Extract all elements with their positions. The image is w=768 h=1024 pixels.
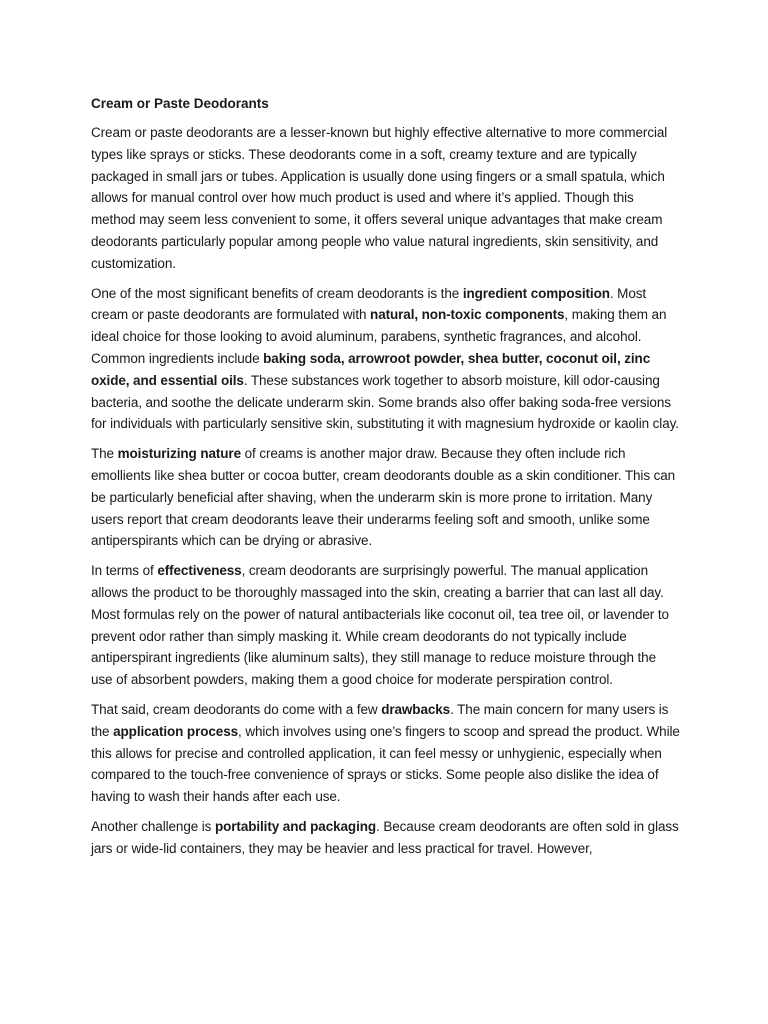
text-run: . These substances work together to absorb moisture, kill odor-causing bacteria, and soothe the delicate underarm skin. Some brands also offer baking soda-free versions for individuals with particularly sensitive skin, substituting it with magnesium hydroxide or kaolin clay. — [91, 372, 679, 432]
text-run: The — [91, 446, 118, 462]
text-run: One of the most significant benefits of cream deodorants is the — [91, 285, 463, 301]
paragraph-intro — [91, 122, 681, 275]
document-title: Cream or Paste Deodorants — [91, 96, 269, 111]
text-run: . Most cream or paste deodorants are formulated with — [91, 285, 647, 323]
document-page — [91, 95, 681, 868]
bold-term: baking soda, arrowroot powder, shea butter, coconut oil, zinc oxide, and essential oils — [91, 350, 651, 388]
text-run: Cream or paste deodorants are a lesser-known but highly effective alternative to more commercial types like sprays or sticks. These deodorants come in a soft, creamy texture and are typically packaged in small jars or tubes. Application is usually done using fingers or a small spatula, which allows for manual control over how much product is used and where it’s applied. Though this method may seem less convenient to some, it offers several unique advantages that make cream deodorants particularly popular among people who value natural ingredients, skin sensitivity, and customization. — [91, 125, 668, 271]
bold-term: moisturizing nature — [117, 446, 241, 462]
text-run: That said, cream deodorants do come with a few — [91, 701, 382, 717]
bold-term: application process — [113, 723, 239, 739]
text-run: Another challenge is — [91, 818, 215, 834]
text-run: In terms of — [91, 563, 158, 579]
paragraph-effectiveness — [91, 560, 681, 691]
text-run: , cream deodorants are surprisingly powerful. The manual application allows the product to be thoroughly massaged into the skin, creating a barrier that can last all day. Most formulas rely on the power of natural antibacterials like coconut oil, tea tree oil, or lavender to prevent odor rather than simply masking it. While cream deodorants do not typically include antiperspirant ingredients (like aluminum salts), they still manage to reduce moisture through the use of absorbent powders, making them a good choice for moderate perspiration control. — [91, 563, 669, 688]
paragraph-moisturizing — [91, 443, 681, 552]
bold-term: ingredient composition — [462, 285, 610, 301]
bold-term: natural, non-toxic components — [370, 307, 565, 323]
text-run: of creams is another major draw. Because they often include rich emollients like shea butter or cocoa butter, cream deodorants double as a skin conditioner. This can be particularly beneficial after shaving, when the underarm skin is more prone to irritation. Many users report that cream deodorants leave their underarms feeling soft and smooth, unlike some antiperspirants which can be drying or abrasive. — [91, 446, 676, 549]
text-run: . The main concern for many users is the — [91, 701, 669, 739]
bold-term: effectiveness — [157, 563, 242, 579]
document-body — [91, 122, 681, 860]
text-run: , which involves using one’s fingers to scoop and spread the product. While this allows for precise and controlled application, it can feel messy or unhygienic, especially when compared to the touch-free convenience of sprays or sticks. Some people also dislike the idea of having to wash their hands after each use. — [91, 723, 680, 805]
paragraph-ingredients — [91, 283, 681, 436]
bold-term: portability and packaging — [214, 818, 377, 834]
bold-term: drawbacks — [381, 701, 451, 717]
paragraph-drawbacks — [91, 699, 681, 808]
text-run: , making them an ideal choice for those looking to avoid aluminum, parabens, synthetic fragrances, and alcohol. Common ingredients include — [91, 307, 667, 366]
text-run: . Because cream deodorants are often sold in glass jars or wide-lid containers, they may be heavier and less practical for travel. However, — [91, 818, 679, 856]
paragraph-portability — [91, 816, 681, 860]
